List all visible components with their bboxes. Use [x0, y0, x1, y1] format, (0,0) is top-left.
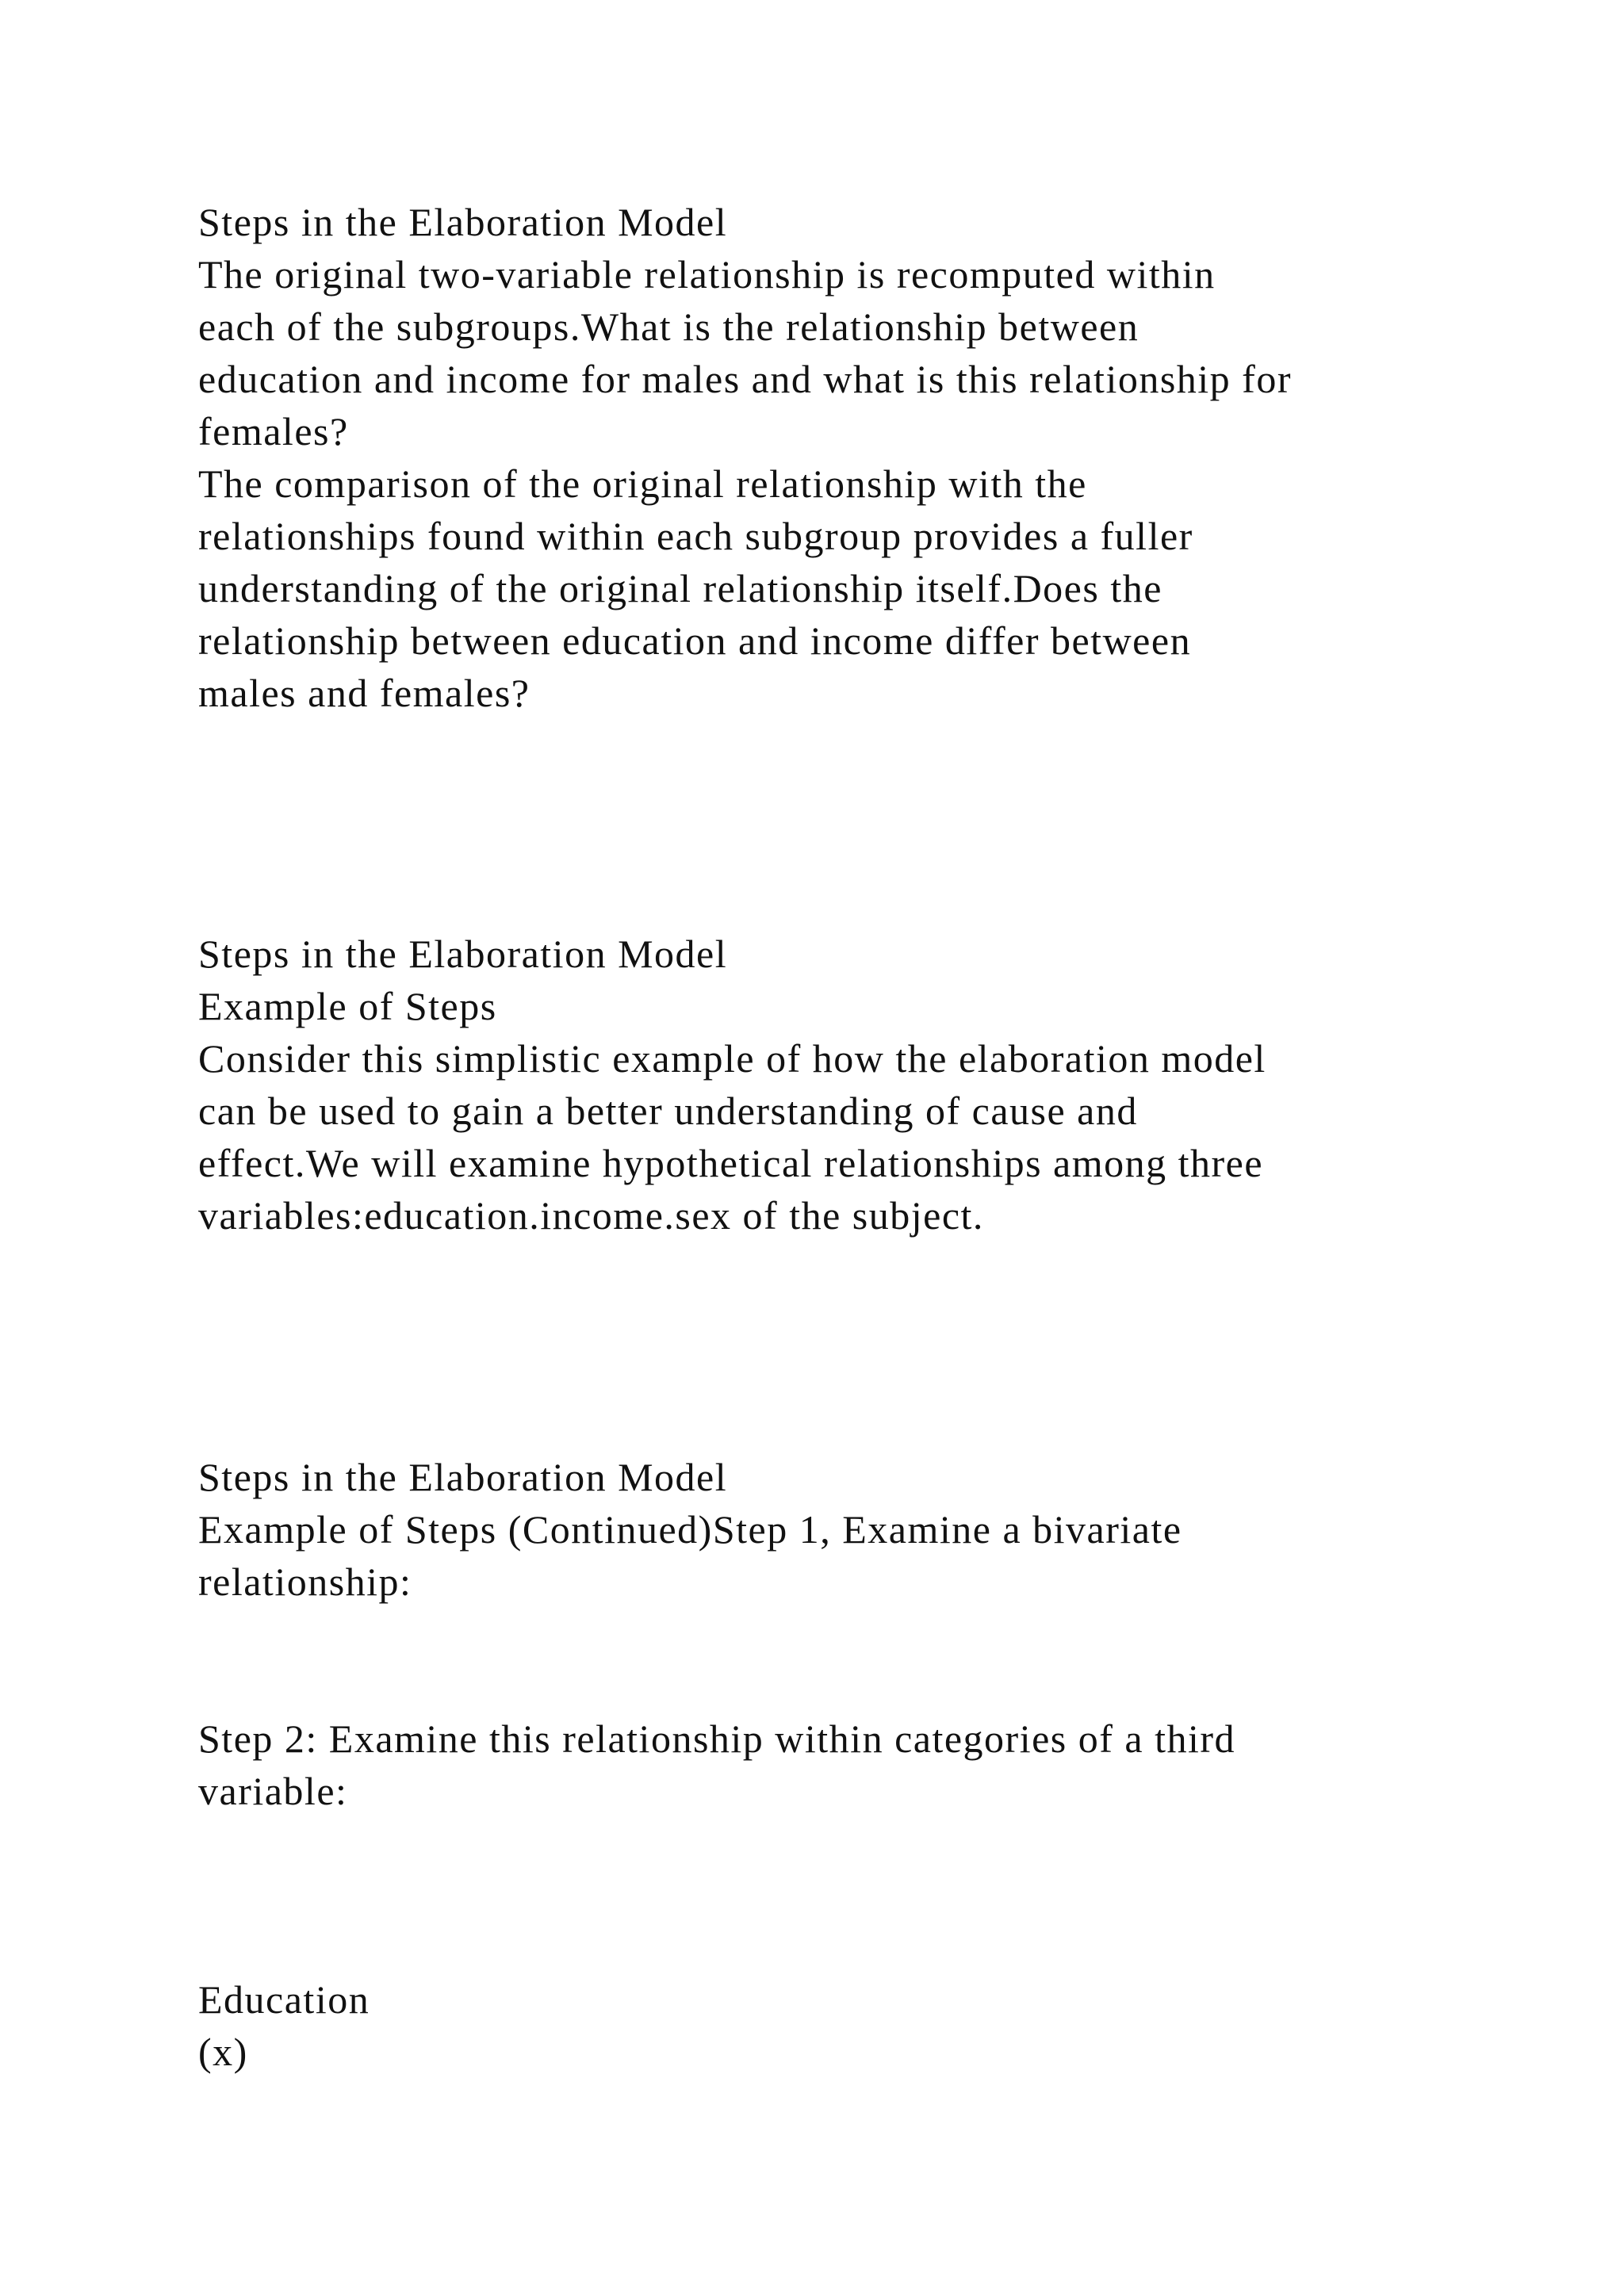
section-3-line-1: Example of Steps (Continued)Step 1, Examine a bivariate	[198, 1507, 1182, 1552]
section-1-line-8: relationship between education and income differ between	[198, 618, 1192, 663]
section-2-heading: Steps in the Elaboration Model	[198, 932, 728, 976]
education-symbol: (x)	[198, 2030, 248, 2074]
section-1-line-1: The original two-variable relationship is recomputed within	[198, 252, 1216, 297]
section-2-line-3: can be used to gain a better understanding of cause and	[198, 1089, 1138, 1133]
section-2-line-4: effect.We will examine hypothetical relationships among three	[198, 1141, 1264, 1185]
section-3-line-2: relationship:	[198, 1559, 412, 1604]
section-2-line-1: Example of Steps	[198, 984, 497, 1028]
section-1-line-6: relationships found within each subgroup provides a fuller	[198, 514, 1193, 558]
section-3-heading: Steps in the Elaboration Model	[198, 1455, 728, 1499]
section-1-line-4: females?	[198, 409, 349, 453]
section-1-line-2: each of the subgroups.What is the relationship between	[198, 304, 1139, 349]
education-label: Education	[198, 1977, 370, 2022]
step-2-line-1: Step 2: Examine this relationship within categories of a third	[198, 1716, 1236, 1761]
section-1-line-9: males and females?	[198, 671, 530, 715]
section-1-heading: Steps in the Elaboration Model	[198, 200, 728, 244]
section-1-line-5: The comparison of the original relationship with the	[198, 461, 1087, 506]
step-2-line-2: variable:	[198, 1769, 348, 1813]
section-1-line-3: education and income for males and what is this relationship for	[198, 357, 1292, 401]
section-1-line-7: understanding of the original relationship itself.Does the	[198, 566, 1162, 610]
section-2-line-5: variables:education.income.sex of the subject.	[198, 1193, 984, 1238]
section-2-line-2: Consider this simplistic example of how the elaboration model	[198, 1036, 1266, 1081]
